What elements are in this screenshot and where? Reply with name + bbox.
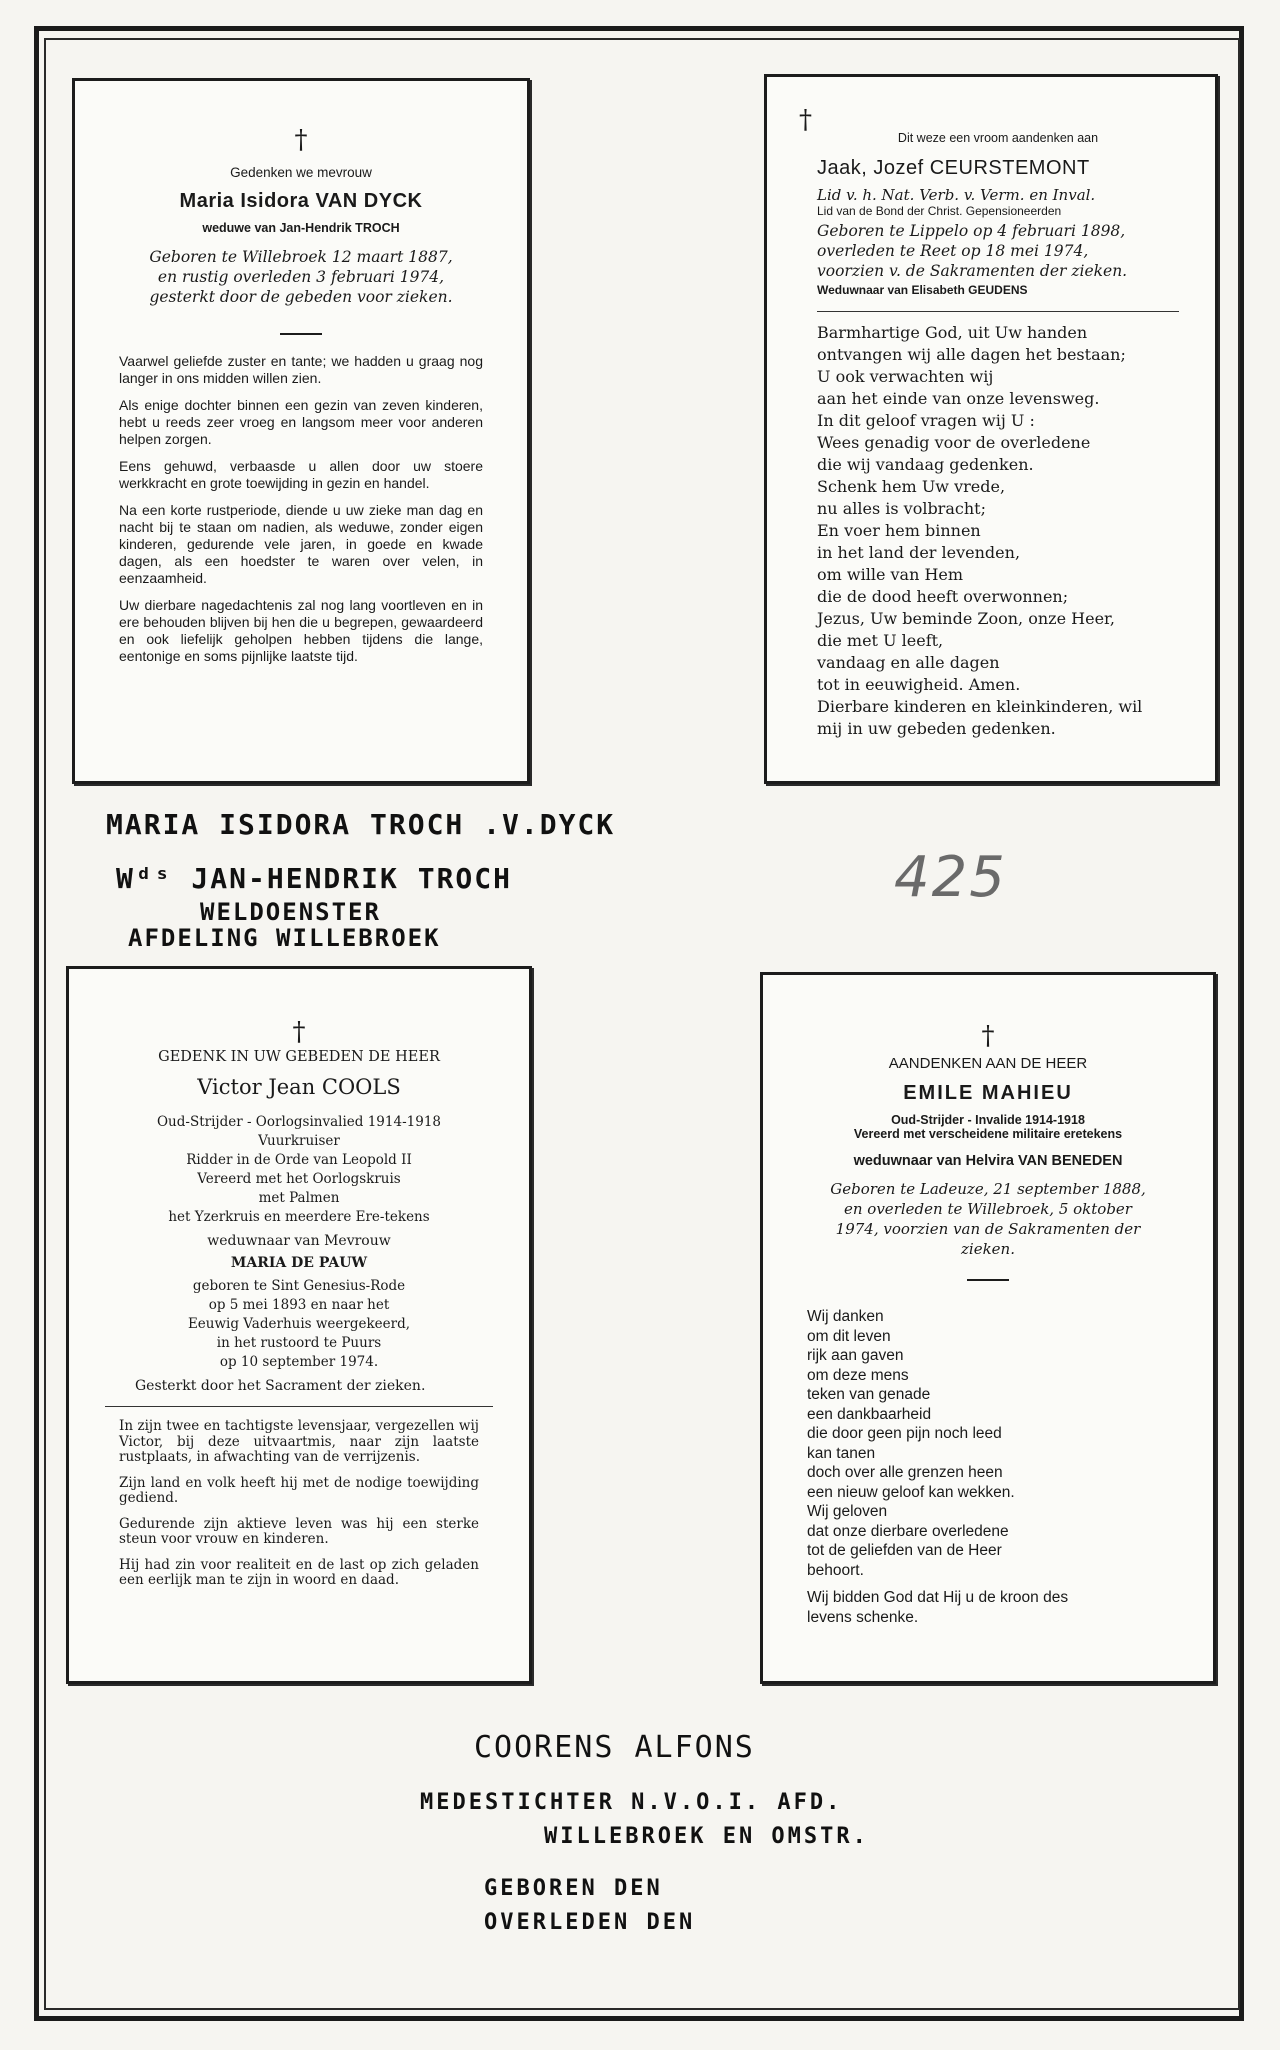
life-dates [119,247,483,307]
paragraph: Uw dierbare nagedachtenis zal nog lang voortleven en in ere behouden blijven bij hen die u begrepen, gewaardeerd en ook liefelijk geholpen hebben tijdens die lange, eentonige en soms pijnlijke laatste tijd. [119,597,483,664]
membership-line: Lid van de Bond der Christ. Gepensioneerden [817,204,1062,218]
poem-line: doch over alle grenzen heen [807,1464,1003,1481]
memorial-card-mahieu [760,972,1216,1684]
poem-line: tot de geliefden van de Heer [807,1542,1002,1559]
membership-line: Lid v. h. Nat. Verb. v. Verm. en Inval. [817,186,1096,204]
paragraph: In zijn twee en tachtigste levensjaar, vergezellen wij Victor, bij deze uitvaartmis, naar zijn laatste rustplaats, in afwachting van de verrijzenis. [119,1418,479,1465]
prayer-line: om wille van Hem [817,565,964,584]
deceased-name: Maria Isidora VAN DYCK [179,190,423,212]
prayer-line: in het land der levenden, [817,543,1021,562]
poem-line: een dankbaarheid [807,1405,932,1423]
prayer-line: die de dood heeft overwonnen; [817,587,1069,606]
handwritten-line: Wᵈˢ JAN-HENDRIK TROCH [116,862,513,895]
life-date-line: en rustig overleden 3 februari 1974, [157,268,445,286]
widower-of: weduwnaar van Helvira VAN BENEDEN [853,1153,1123,1169]
handwritten-line: AFDELING WILLEBROEK [128,924,441,952]
life-dates [807,1179,1169,1259]
widower-of: weduwnaar van Mevrouw [207,1233,391,1249]
life-date-line: Geboren te Willebroek 12 maart 1887, [149,248,453,266]
handwritten-line: MEDESTICHTER N.V.O.I. AFD. [420,1790,843,1815]
honor-line: Ridder in de Orde van Leopold II [186,1152,412,1168]
poem-line: een nieuw geloof kan wekken. [807,1483,1015,1501]
poem-line: rijk aan gaven [807,1347,904,1364]
prayer-line: Barmhartige God, uit Uw handen [817,323,1088,342]
divider [280,333,322,335]
life-details [105,1277,493,1372]
memorial-card-cools [66,966,532,1684]
life-date-line: voorzien v. de Sakramenten der zieken. [817,262,1128,280]
life-date-line: 1974, voorzien van de Sakramenten der [835,1220,1141,1238]
prayer-line: ontvangen wij alle dagen het bestaan; [817,345,1126,364]
prayer-line: mij in uw gebeden gedenken. [817,719,1056,738]
paragraph: Gedurende zijn aktieve leven was hij een sterke steun voor vrouw en kinderen. [119,1515,479,1547]
memorial-card-ceurstemont [764,74,1218,784]
paragraph: Zijn land en volk heeft hij met de nodige toewijding gediend. [119,1474,479,1506]
poem-line: Wij geloven [807,1503,888,1520]
honor-line: het Yzerkruis en meerdere Ere-tekens [168,1209,430,1225]
handwritten-line: WELDOENSTER [200,898,381,926]
cross-icon: † [981,1021,995,1051]
card-intro: Dit weze een vroom aandenken aan [897,131,1099,145]
honors [105,1113,493,1227]
prayer-line: In dit geloof vragen wij U : [817,411,1035,430]
life-line: Eeuwig Vaderhuis weergekeerd, [187,1316,411,1332]
honor-line: Oud-Strijder - Invalide 1914-1918 [891,1113,1085,1127]
life-date-line: en overleden te Willebroek, 5 oktober [844,1200,1132,1218]
deceased-name: Victor Jean COOLS [197,1075,401,1099]
deceased-name: EMILE MAHIEU [903,1082,1073,1104]
prayer-line: die met U leeft, [817,631,944,650]
poem-line: Wij danken [807,1308,884,1325]
poem-line: dat onze dierbare overledene [807,1522,1009,1540]
paragraph: Vaarwel geliefde zuster en tante; we hadden u graag nog langer in ons midden willen zien. [119,353,483,386]
life-line: geboren te Sint Genesius-Rode [192,1278,406,1294]
sacrament-line: Gesterkt door het Sacrament der zieken. [135,1378,426,1394]
prayer-line: vandaag en alle dagen [817,653,1000,672]
divider [817,311,1179,312]
deceased-name: Jaak, Jozef CEURSTEMONT [817,157,1090,179]
closing-line: Wij bidden God dat Hij u de kroon des [807,1589,1069,1606]
paragraph: Na een korte rustperiode, diende u uw zieke man dag en nacht bij te staan om nadien, als weduwe, zonder eigen kinderen, gedurende vele jaren, in goede en kwade dagen, als een hoedster te waren over velen, in eenzaamheid. [119,502,483,586]
prayer [817,322,1179,740]
prayer-line: die wij vandaag gedenken. [817,455,1034,474]
prayer-line: Dierbare kinderen en kleinkinderen, wil [817,697,1143,716]
cross-icon: † [294,125,308,155]
poem-line: die door geen pijn noch leed [807,1425,1002,1442]
card-intro: Gedenken we mevrouw [230,165,372,180]
handwritten-line: WILLEBROEK EN OMSTR. [544,1824,869,1849]
closing-line: levens schenke. [807,1608,919,1626]
prayer-line: Jezus, Uw beminde Zoon, onze Heer, [817,609,1116,628]
paragraph: Hij had zin voor realiteit en de last op zich geladen een eerlijk man te zijn in woord en daad. [119,1556,479,1588]
life-line: op 10 september 1974. [219,1354,379,1370]
page-number: 425 [894,845,1007,910]
life-date-line: zieken. [961,1240,1015,1258]
poem-line: behoort. [807,1561,864,1579]
life-date-line: Geboren te Ladeuze, 21 september 1888, [830,1180,1146,1198]
life-line: in het rustoord te Puurs [216,1335,382,1351]
poem [807,1307,1169,1627]
card-intro: GEDENK IN UW GEBEDEN DE HEER [158,1049,440,1065]
widower-of: Weduwnaar van Elisabeth GEUDENS [817,283,1028,297]
paragraph: Als enige dochter binnen een gezin van zeven kinderen, hebt u reeds zeer vroeg en langsom meer voor anderen helpen zorgen. [119,397,483,447]
life-date-line: gesterkt door de gebeden voor zieken. [149,288,453,306]
divider [967,1279,1009,1281]
honor-line: Vereerd met verscheidene militaire eretekens [853,1127,1123,1141]
poem-line: om dit leven [807,1327,891,1345]
honor-line: Vereerd met het Oorlogskruis [197,1171,401,1187]
poem-line: teken van genade [807,1386,931,1403]
prayer-line: aan het einde van onze levensweg. [817,389,1100,408]
prayer-line: Wees genadig voor de overledene [817,433,1091,452]
poem-line: kan tanen [807,1444,876,1462]
handwritten-line: MARIA ISIDORA TROCH .V.DYCK [106,808,616,841]
handwritten-line: GEBOREN DEN [484,1876,663,1901]
life-dates [817,221,1179,281]
prayer-line: nu alles is volbracht; [817,499,986,518]
prayer-line: U ook verwachten wij [817,367,994,386]
handwritten-line: COORENS ALFONS [474,1730,755,1765]
honor-line: met Palmen [258,1190,340,1206]
cross-icon: † [292,1017,306,1047]
cross-icon: † [799,105,812,135]
poem-line: om deze mens [807,1366,909,1384]
life-date-line: overleden te Reet op 18 mei 1974, [817,242,1089,260]
handwritten-line: OVERLEDEN DEN [484,1910,696,1935]
paragraph: Eens gehuwd, verbaasde u allen door uw stoere werkkracht en grote toewijding in gezin en handel. [119,458,483,491]
divider [105,1406,493,1407]
card-intro: AANDENKEN AAN DE HEER [888,1055,1088,1072]
memorial-card-van-dyck [72,78,530,784]
honor-line: Vuurkruiser [258,1133,340,1149]
prayer-line: tot in eeuwigheid. Amen. [817,675,1021,694]
prayer-line: En voer hem binnen [817,521,981,540]
life-date-line: Geboren te Lippelo op 4 februari 1898, [817,222,1126,240]
life-line: op 5 mei 1893 en naar het [208,1297,390,1313]
wife-name: MARIA DE PAUW [230,1255,368,1271]
honor-line: Oud-Strijder - Oorlogsinvalied 1914-1918 [156,1114,441,1130]
widow-of: weduwe van Jan-Hendrik TROCH [202,221,400,235]
prayer-line: Schenk hem Uw vrede, [817,477,1006,496]
